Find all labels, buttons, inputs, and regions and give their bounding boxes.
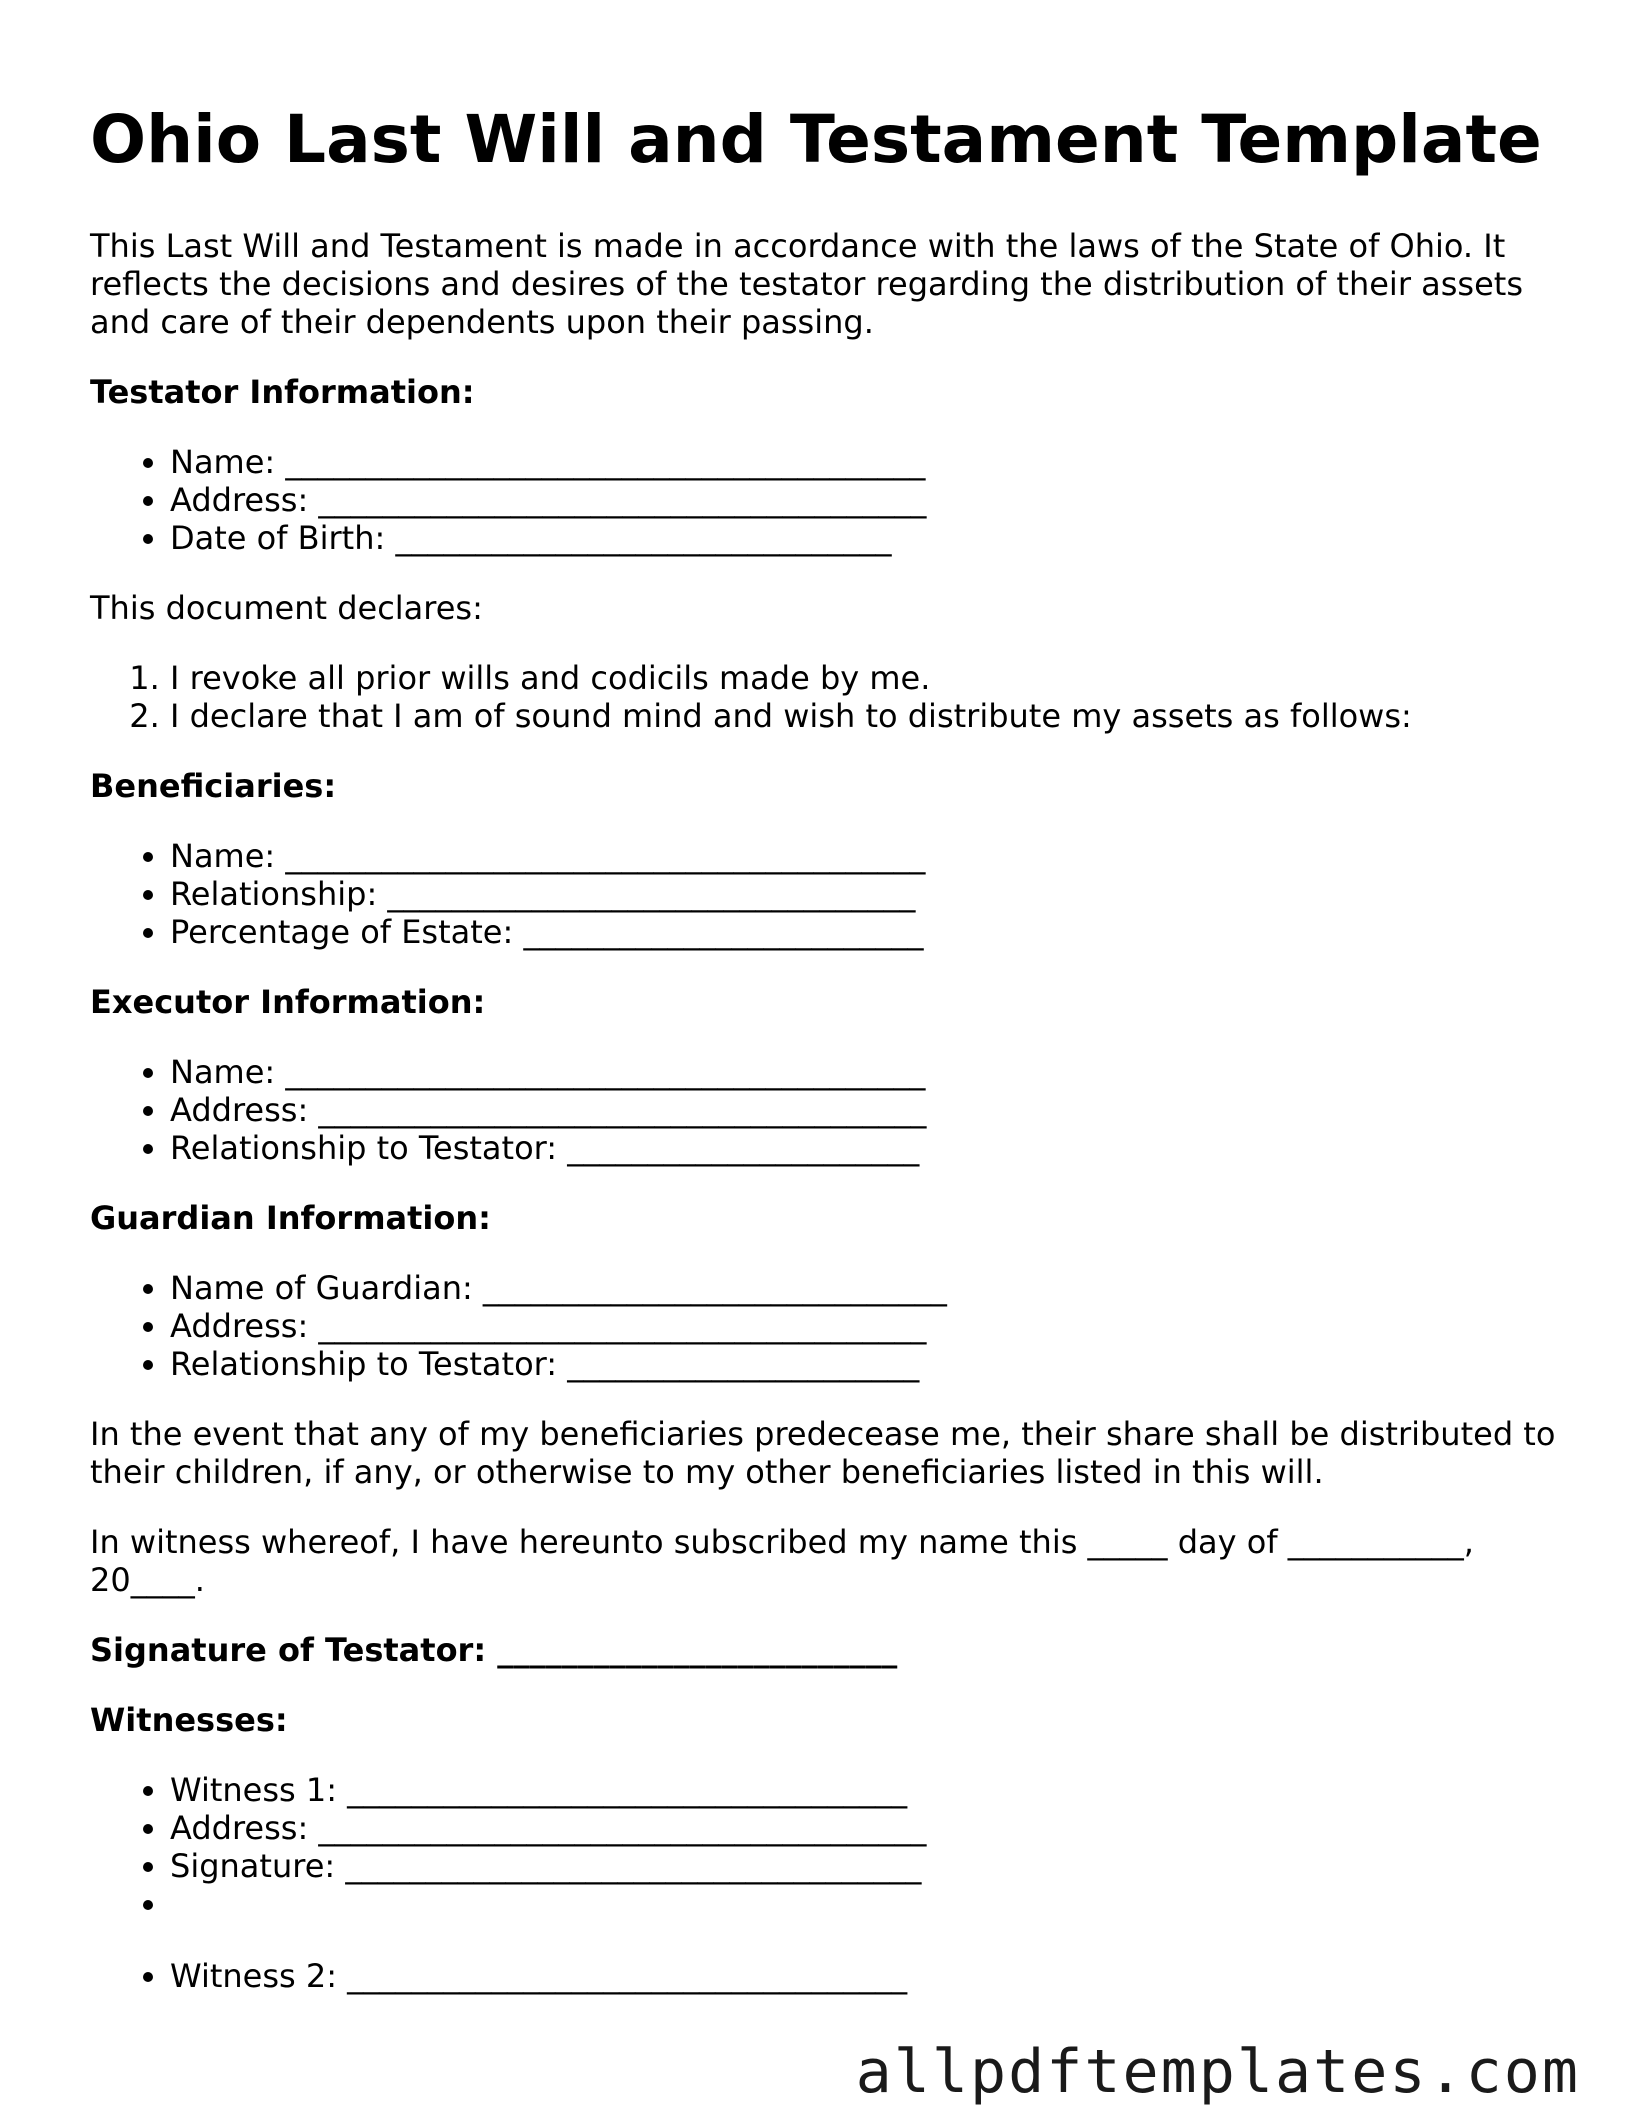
declaration-item: 2. I declare that I am of sound mind and wish to distribute my assets as follows: — [170, 697, 1560, 735]
document-title: Ohio Last Will and Testament Template — [90, 101, 1542, 178]
guardian-list — [90, 1269, 1560, 1383]
executor-heading: Executor Information: — [90, 983, 486, 1022]
beneficiaries-list — [90, 837, 1560, 951]
executor-address-item: • Address: ______________________________________ — [170, 1091, 1560, 1129]
executor-relationship-item: • Relationship to Testator: ______________________ — [170, 1129, 1560, 1167]
witness-address-item: • Address: ______________________________________ — [170, 1809, 1560, 1847]
executor-list — [90, 1053, 1560, 1167]
empty-list-item — [170, 1885, 1560, 1923]
testator-address-item: • Address: ______________________________________ — [170, 481, 1560, 519]
executor-name-item: • Name: ________________________________________ — [170, 1053, 1560, 1091]
guardian-heading: Guardian Information: — [90, 1199, 491, 1238]
witness-1-item: • Witness 1: ___________________________________ — [170, 1771, 1560, 1809]
declaration-lead: This document declares: — [90, 589, 483, 628]
declaration-list — [90, 659, 1560, 735]
beneficiary-relationship-item: • Relationship: _________________________________ — [170, 875, 1560, 913]
witness-2-item: • Witness 2: ___________________________________ — [170, 1957, 1560, 1995]
beneficiary-percentage-item: • Percentage of Estate: _________________________ — [170, 913, 1560, 951]
testator-heading: Testator Information: — [90, 373, 475, 412]
testator-name-item: • Name: ________________________________________ — [170, 443, 1560, 481]
testator-signature-line: Signature of Testator: _________________________ — [90, 1631, 898, 1670]
guardian-name-item: • Name of Guardian: _____________________________ — [170, 1269, 1560, 1307]
witness-clause-paragraph: In witness whereof, I have hereunto subscribed my name this _____ day of ___________, 20____. — [90, 1523, 1474, 1600]
predecease-paragraph: In the event that any of my beneficiaries predecease me, their share shall be distributed to their children, if any, or otherwise to my other beneficiaries listed in this will. — [90, 1415, 1556, 1492]
document-page — [90, 100, 1560, 2027]
witness-signature-item: • Signature: ____________________________________ — [170, 1847, 1560, 1885]
guardian-address-item: • Address: ______________________________________ — [170, 1307, 1560, 1345]
testator-list — [90, 443, 1560, 557]
watermark: allpdftemplates.com — [855, 2037, 1580, 2107]
testator-dob-item: • Date of Birth: _______________________________ — [170, 519, 1560, 557]
beneficiary-name-item: • Name: ________________________________________ — [170, 837, 1560, 875]
witnesses-heading: Witnesses: — [90, 1701, 288, 1740]
intro-paragraph: This Last Will and Testament is made in accordance with the laws of the State of Ohio. It reflects the decisions and desires of the testator regarding the distribution of their assets and care of their dependents upon their passing. — [90, 227, 1523, 342]
guardian-relationship-item: • Relationship to Testator: ______________________ — [170, 1345, 1560, 1383]
witnesses-list — [90, 1771, 1560, 1995]
beneficiaries-heading: Beneficiaries: — [90, 767, 337, 806]
declaration-item: 1. I revoke all prior wills and codicils made by me. — [170, 659, 1560, 697]
